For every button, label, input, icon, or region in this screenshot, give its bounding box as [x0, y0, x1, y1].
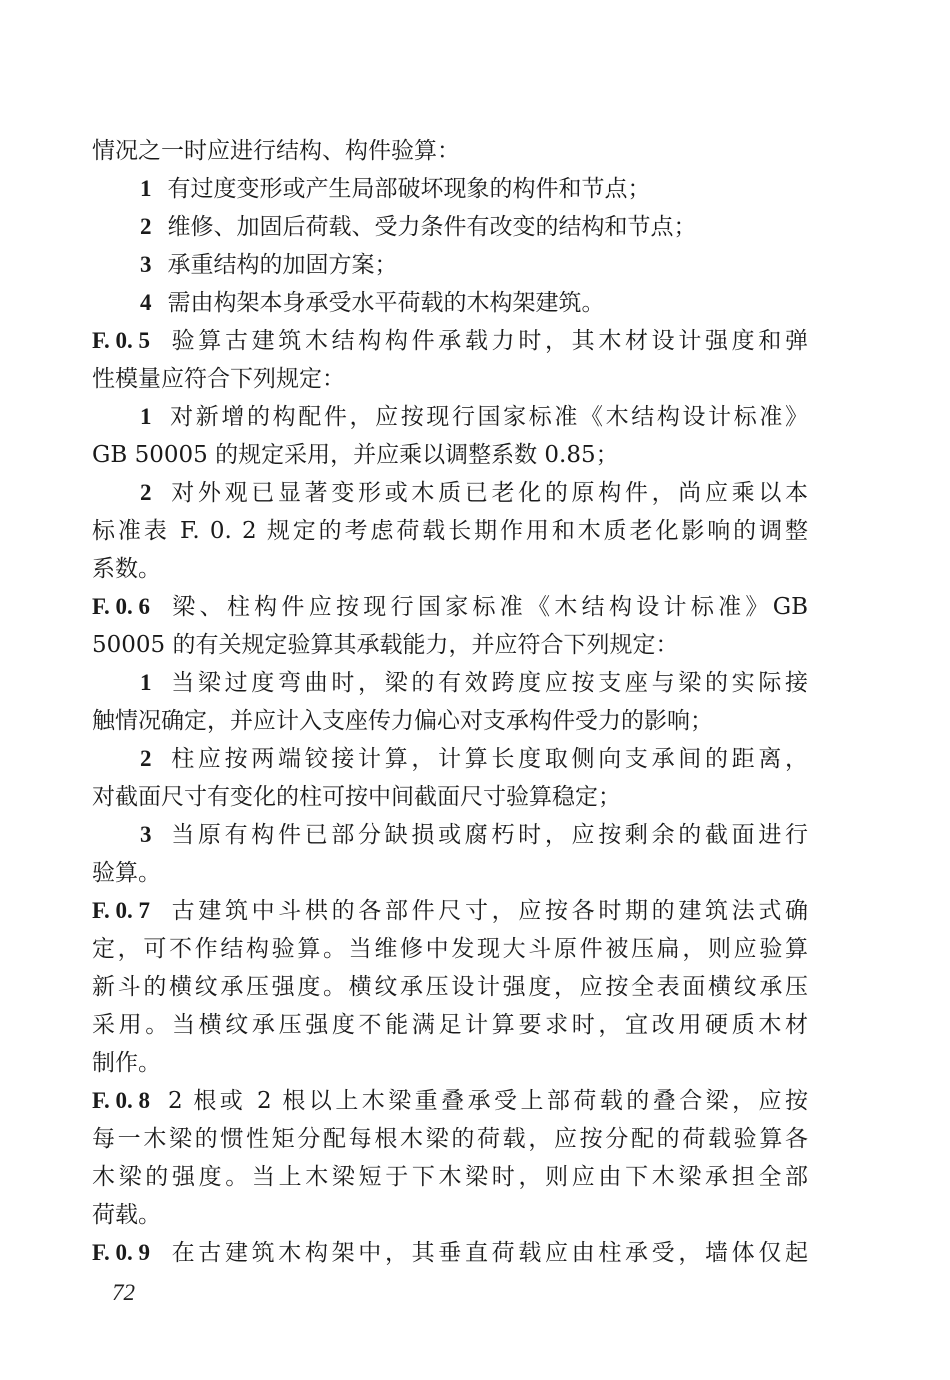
text-line: 对截面尺寸有变化的柱可按中间截面尺寸验算稳定； [92, 784, 621, 810]
list-item: 2 对外观已显著变形或木质已老化的原构件，尚应乘以本 [140, 480, 808, 506]
item-number: 1 [140, 176, 152, 201]
text-line: 验算。 [92, 860, 161, 886]
item-number: 1 [140, 670, 152, 695]
text-line: 制作。 [92, 1050, 161, 1076]
clause-number: F. 0. 8 [92, 1088, 150, 1113]
text-line: 定，可不作结构验算。当维修中发现大斗原件被压扁，则应验算 [92, 936, 808, 962]
text-line: 系数。 [92, 556, 161, 582]
clause-number: F. 0. 5 [92, 328, 150, 353]
item-number: 2 [140, 746, 152, 771]
item-number: 2 [140, 214, 152, 239]
text-line: 标准表 F. 0. 2 规定的考虑荷载长期作用和木质老化影响的调整 [92, 518, 808, 544]
list-item: 2 柱应按两端铰接计算，计算长度取侧向支承间的距离， [140, 746, 808, 772]
item-number: 3 [140, 822, 152, 847]
page-number: 72 [112, 1280, 135, 1305]
clause-f08: F. 0. 8 2 根或 2 根以上木梁重叠承受上部荷载的叠合梁，应按 [92, 1088, 808, 1114]
clause-number: F. 0. 9 [92, 1240, 150, 1265]
list-item: 1 当梁过度弯曲时，梁的有效跨度应按支座与梁的实际接 [140, 670, 808, 696]
clause-f06: F. 0. 6 梁、柱构件应按现行国家标准《木结构设计标准》GB [92, 594, 808, 620]
text-line: 触情况确定，并应计入支座传力偏心对支承构件受力的影响； [92, 708, 713, 734]
list-item: 4 需由构架本身承受水平荷载的木构架建筑。 [140, 290, 605, 316]
text-line: 木梁的强度。当上木梁短于下木梁时，则应由下木梁承担全部 [92, 1164, 808, 1190]
item-number: 3 [140, 252, 152, 277]
text-line: 荷载。 [92, 1202, 161, 1228]
text-line: 每一木梁的惯性矩分配每根木梁的荷载，应按分配的荷载验算各 [92, 1126, 808, 1152]
list-item: 1 有过度变形或产生局部破坏现象的构件和节点； [140, 176, 651, 202]
clause-number: F. 0. 7 [92, 898, 150, 923]
list-item: 1 对新增的构配件，应按现行国家标准《木结构设计标准》 [140, 404, 808, 430]
item-number: 4 [140, 290, 152, 315]
clause-f05: F. 0. 5 验算古建筑木结构构件承载力时，其木材设计强度和弹 [92, 328, 808, 354]
clause-f09: F. 0. 9 在古建筑木构架中，其垂直荷载应由柱承受，墙体仅起 [92, 1240, 808, 1266]
text-line: GB 50005 的规定采用，并应乘以调整系数 0.85； [92, 442, 619, 468]
clause-number: F. 0. 6 [92, 594, 150, 619]
text-line: 采用。当横纹承压强度不能满足计算要求时，宜改用硬质木材 [92, 1012, 808, 1038]
text-line: 情况之一时应进行结构、构件验算： [92, 138, 460, 164]
clause-f07: F. 0. 7 古建筑中斗栱的各部件尺寸，应按各时期的建筑法式确 [92, 898, 808, 924]
list-item: 3 当原有构件已部分缺损或腐朽时，应按剩余的截面进行 [140, 822, 808, 848]
item-number: 1 [140, 404, 152, 429]
list-item: 3 承重结构的加固方案； [140, 252, 398, 278]
list-item: 2 维修、加固后荷载、受力条件有改变的结构和节点； [140, 214, 697, 240]
text-line: 50005 的有关规定验算其承载能力，并应符合下列规定： [92, 632, 679, 658]
text-line: 新斗的横纹承压强度。横纹承压设计强度，应按全表面横纹承压 [92, 974, 808, 1000]
text-line: 性模量应符合下列规定： [92, 366, 345, 392]
item-number: 2 [140, 480, 152, 505]
